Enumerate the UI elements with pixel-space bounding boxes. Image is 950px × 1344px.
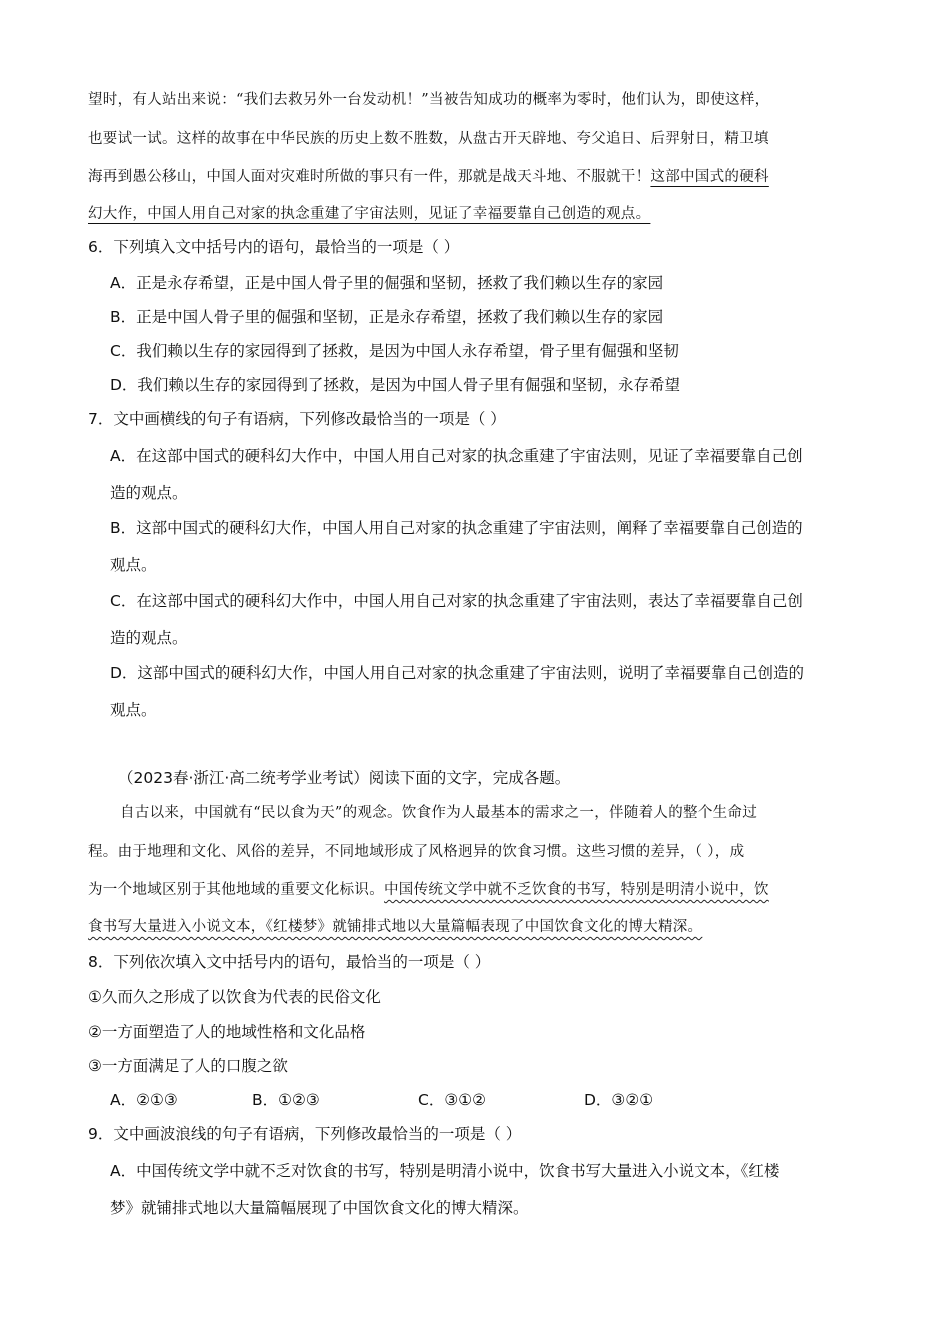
underlined-sentence-part-2: 幻大作，中国人用自己对家的执念重建了宇宙法则，见证了幸福要靠自己创造的观点。 xyxy=(88,206,651,222)
section2-passage-line-3-plain: 为一个地域区别于其他地域的重要文化标识。 xyxy=(88,882,384,898)
q8-stem: 8．下列依次填入文中括号内的语句，最恰当的一项是（ ） xyxy=(88,953,491,971)
q7-stem: 7．文中画横线的句子有语病，下列修改最恰当的一项是（ ） xyxy=(88,410,506,428)
passage1-line-3 xyxy=(88,166,769,188)
q7-option-b-line-1: B．这部中国式的硬科幻大作，中国人用自己对家的执念重建了宇宙法则，阐释了幸福要靠自己创造的 xyxy=(110,519,803,537)
q8-choice-a: A．②①③ xyxy=(110,1091,178,1109)
section2-passage-line-1: 自古以来，中国就有“民以食为天”的观念。饮食作为人最基本的需求之一，伴随着人的整个生命过 xyxy=(120,805,758,821)
q8-item-2: ②一方面塑造了人的地域性格和文化品格 xyxy=(88,1023,366,1041)
q9-option-a-line-1: A．中国传统文学中就不乏对饮食的书写，特别是明清小说中，饮食书写大量进入小说文本，《红楼 xyxy=(110,1162,780,1180)
q6-option-c: C．我们赖以生存的家园得到了拯救，是因为中国人永存希望，骨子里有倔强和坚韧 xyxy=(110,342,679,360)
passage1-line-2: 也要试一试。这样的故事在中华民族的历史上数不胜数，从盘古开天辟地、夸父追日、后羿射日，精卫填 xyxy=(88,131,769,147)
q7-option-c-line-1: C．在这部中国式的硬科幻大作中，中国人用自己对家的执念重建了宇宙法则，表达了幸福要靠自己创 xyxy=(110,592,803,610)
q8-choice-b: B．①②③ xyxy=(252,1091,320,1109)
q7-option-d-line-1: D．这部中国式的硬科幻大作，中国人用自己对家的执念重建了宇宙法则，说明了幸福要靠自己创造的 xyxy=(110,664,804,682)
q7-option-d-line-2: 观点。 xyxy=(110,701,157,719)
wavy-sentence-part-2: 食书写大量进入小说文本，《红楼梦》就铺排式地以大量篇幅表现了中国饮食文化的博大精深。 xyxy=(88,919,703,935)
section2-passage-line-3 xyxy=(88,879,769,901)
q9-option-a-line-2: 梦》就铺排式地以大量篇幅展现了中国饮食文化的博大精深。 xyxy=(110,1199,529,1217)
section2-intro: （2023春·浙江·高二统考学业考试）阅读下面的文字，完成各题。 xyxy=(118,769,571,787)
q8-item-3: ③一方面满足了人的口腹之欲 xyxy=(88,1057,288,1075)
q7-option-b-line-2: 观点。 xyxy=(110,556,157,574)
section2-passage-line-2: 程。由于地理和文化、风俗的差异，不同地域形成了风格迥异的饮食习惯。这些习惯的差异，（ ），成 xyxy=(88,844,745,860)
q7-option-a-line-2: 造的观点。 xyxy=(110,484,188,502)
passage1-line-3-plain: 海再到愚公移山，中国人面对灾难时所做的事只有一件，那就是战天斗地、不服就干！ xyxy=(88,169,651,185)
underlined-sentence-part-1: 这部中国式的硬科 xyxy=(650,169,769,185)
q8-choice-c: C．③①② xyxy=(418,1091,487,1109)
q6-stem: 6．下列填入文中括号内的语句，最恰当的一项是（ ） xyxy=(88,238,460,256)
q8-choice-d: D．③②① xyxy=(584,1091,654,1109)
q9-stem: 9．文中画波浪线的句子有语病，下列修改最恰当的一项是（ ） xyxy=(88,1125,522,1143)
q6-option-b: B．正是中国人骨子里的倔强和坚韧，正是永存希望，拯救了我们赖以生存的家园 xyxy=(110,308,664,326)
q6-option-d: D．我们赖以生存的家园得到了拯救，是因为中国人骨子里有倔强和坚韧，永存希望 xyxy=(110,376,680,394)
q7-option-a-line-1: A．在这部中国式的硬科幻大作中，中国人用自己对家的执念重建了宇宙法则，见证了幸福要靠自己创 xyxy=(110,447,803,465)
passage1-line-1: 望时，有人站出来说：“我们去救另外一台发动机！”当被告知成功的概率为零时，他们认为，即使这样， xyxy=(88,92,770,108)
q8-item-1: ①久而久之形成了以饮食为代表的民俗文化 xyxy=(88,988,381,1006)
q6-option-a: A．正是永存希望，正是中国人骨子里的倔强和坚韧，拯救了我们赖以生存的家园 xyxy=(110,274,664,292)
wavy-sentence-part-1: 中国传统文学中就不乏饮食的书写，特别是明清小说中，饮 xyxy=(384,882,769,898)
q7-option-c-line-2: 造的观点。 xyxy=(110,629,188,647)
